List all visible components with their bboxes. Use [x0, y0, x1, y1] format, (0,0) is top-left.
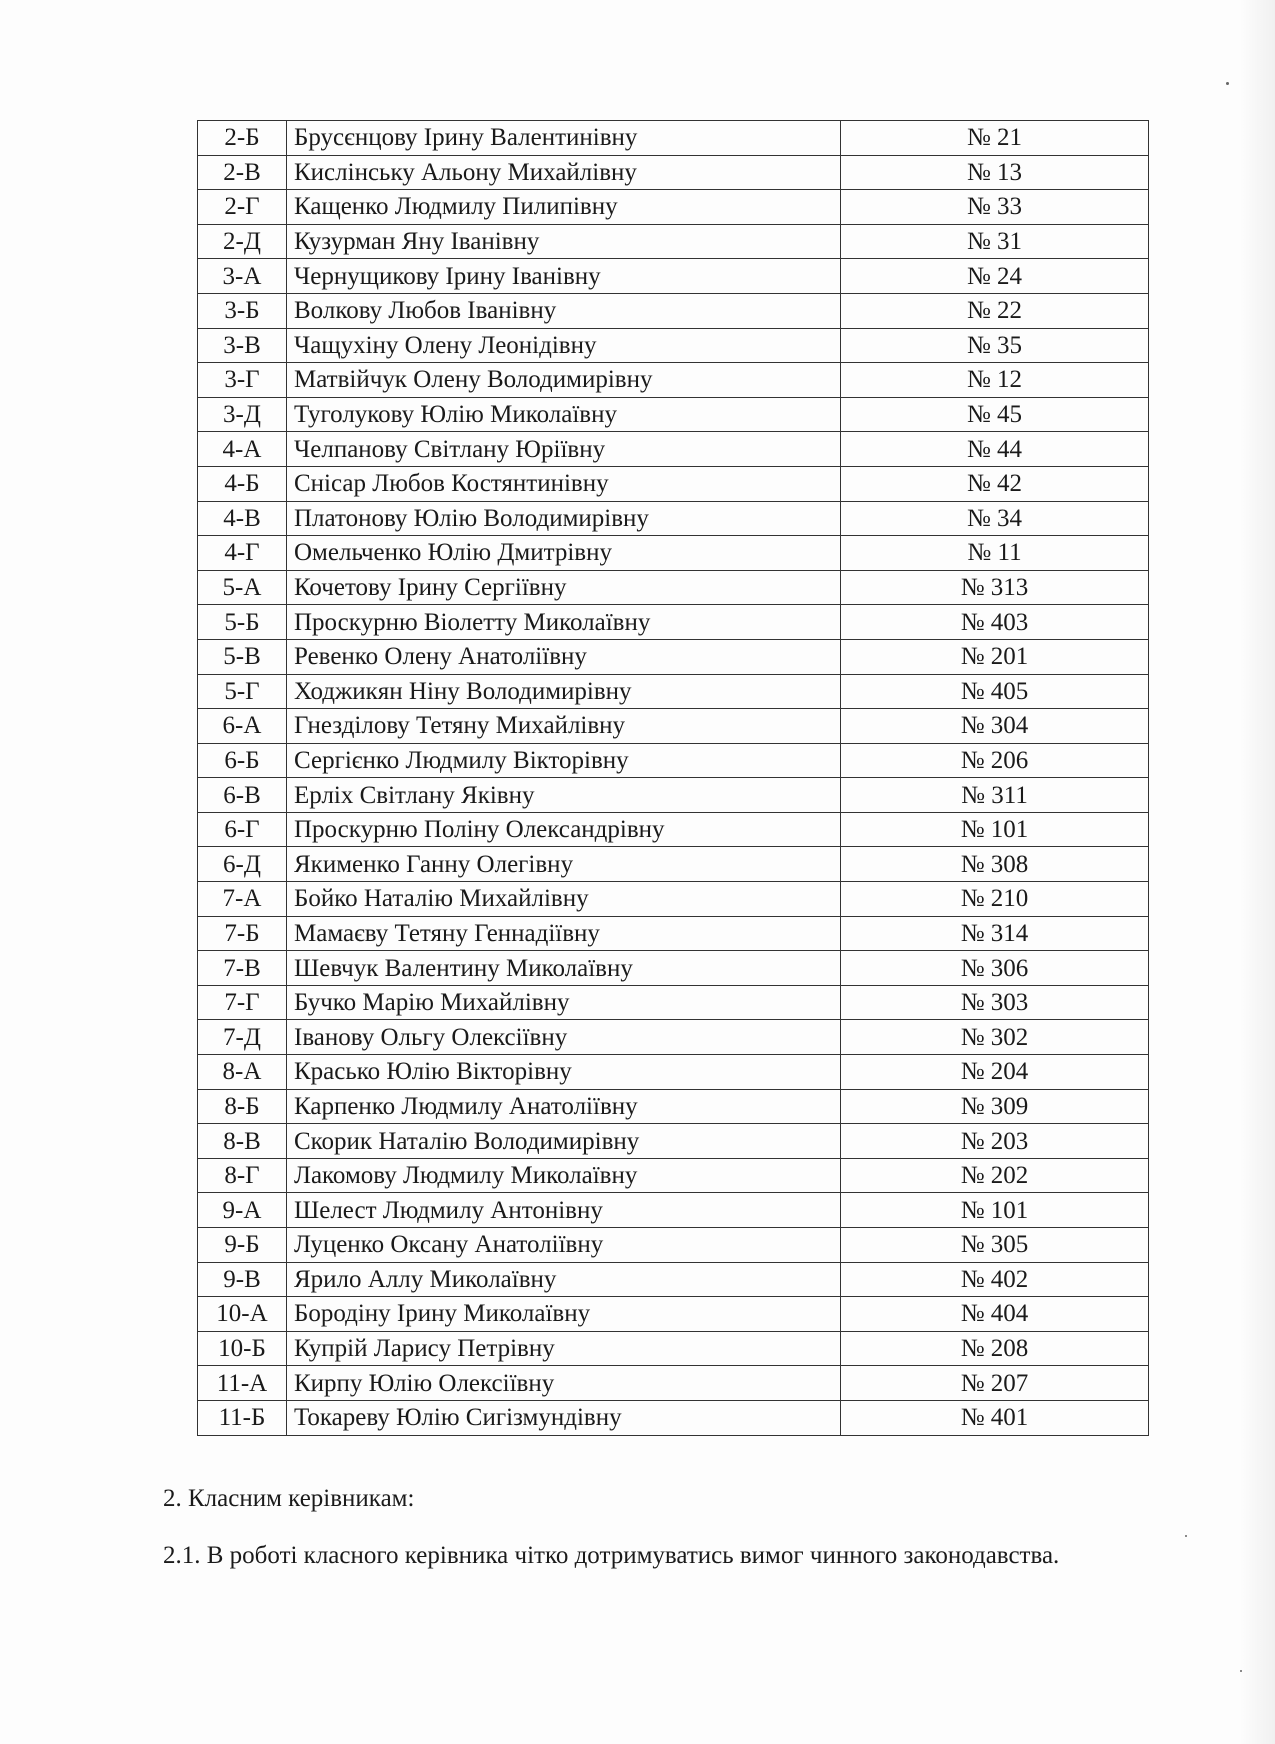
class-cell: 6-А — [198, 709, 287, 744]
teacher-name-cell: Ходжикян Ніну Володимирівну — [287, 674, 841, 709]
table-row — [198, 882, 1149, 917]
class-cell: 4-Б — [198, 466, 287, 501]
teacher-name-cell: Ерліх Світлану Яківну — [287, 778, 841, 813]
scan-speck — [1226, 82, 1229, 85]
class-cell: 11-А — [198, 1366, 287, 1401]
room-number-cell: № 201 — [841, 639, 1149, 674]
class-cell: 2-Г — [198, 190, 287, 225]
teacher-name-cell: Проскурню Віолетту Миколаївну — [287, 605, 841, 640]
teacher-name-cell: Платонову Юлію Володимирівну — [287, 501, 841, 536]
room-number-cell: № 11 — [841, 536, 1149, 571]
table-row — [198, 432, 1149, 467]
room-number-cell: № 308 — [841, 847, 1149, 882]
class-cell: 7-Г — [198, 985, 287, 1020]
table-row — [198, 1400, 1149, 1435]
class-cell: 10-Б — [198, 1331, 287, 1366]
teacher-name-cell: Волкову Любов Іванівну — [287, 293, 841, 328]
class-cell: 6-Б — [198, 743, 287, 778]
class-cell: 2-Б — [198, 121, 287, 156]
room-number-cell: № 31 — [841, 224, 1149, 259]
room-number-cell: № 311 — [841, 778, 1149, 813]
table-row — [198, 1055, 1149, 1090]
teacher-name-cell: Іванову Ольгу Олексіївну — [287, 1020, 841, 1055]
teacher-name-cell: Якименко Ганну Олегівну — [287, 847, 841, 882]
room-number-cell: № 21 — [841, 121, 1149, 156]
teacher-name-cell: Омельченко Юлію Дмитрівну — [287, 536, 841, 571]
class-cell: 5-В — [198, 639, 287, 674]
table-row — [198, 1297, 1149, 1332]
class-cell: 10-А — [198, 1297, 287, 1332]
class-cell: 2-Д — [198, 224, 287, 259]
table-row — [198, 1124, 1149, 1159]
table-row — [198, 121, 1149, 156]
teacher-name-cell: Карпенко Людмилу Анатоліївну — [287, 1089, 841, 1124]
scan-speck — [1240, 1670, 1242, 1672]
teacher-name-cell: Скорик Наталію Володимирівну — [287, 1124, 841, 1159]
room-number-cell: № 313 — [841, 570, 1149, 605]
table-row — [198, 224, 1149, 259]
room-number-cell: № 309 — [841, 1089, 1149, 1124]
room-number-cell: № 314 — [841, 916, 1149, 951]
room-number-cell: № 208 — [841, 1331, 1149, 1366]
class-cell: 5-А — [198, 570, 287, 605]
table-row — [198, 466, 1149, 501]
table-row — [198, 1020, 1149, 1055]
table-row — [198, 501, 1149, 536]
table-row — [198, 812, 1149, 847]
room-number-cell: № 34 — [841, 501, 1149, 536]
teacher-name-cell: Сергієнко Людмилу Вікторівну — [287, 743, 841, 778]
teacher-name-cell: Токареву Юлію Сигізмундівну — [287, 1400, 841, 1435]
teacher-name-cell: Проскурню Поліну Олександрівну — [287, 812, 841, 847]
room-number-cell: № 210 — [841, 882, 1149, 917]
room-number-cell: № 45 — [841, 397, 1149, 432]
teacher-name-cell: Чернущикову Ірину Іванівну — [287, 259, 841, 294]
room-number-cell: № 203 — [841, 1124, 1149, 1159]
teacher-name-cell: Ревенко Олену Анатоліївну — [287, 639, 841, 674]
table-row — [198, 709, 1149, 744]
room-number-cell: № 206 — [841, 743, 1149, 778]
class-cell: 6-В — [198, 778, 287, 813]
room-number-cell: № 306 — [841, 951, 1149, 986]
teacher-name-cell: Ярило Аллу Миколаївну — [287, 1262, 841, 1297]
class-cell: 7-А — [198, 882, 287, 917]
room-number-cell: № 42 — [841, 466, 1149, 501]
table-row — [198, 1089, 1149, 1124]
class-cell: 7-Б — [198, 916, 287, 951]
room-number-cell: № 405 — [841, 674, 1149, 709]
teacher-name-cell: Купрій Ларису Петрівну — [287, 1331, 841, 1366]
teacher-name-cell: Кузурман Яну Іванівну — [287, 224, 841, 259]
table-row — [198, 1193, 1149, 1228]
teacher-name-cell: Бучко Марію Михайлівну — [287, 985, 841, 1020]
scan-edge-shadow — [1239, 0, 1275, 1744]
teacher-name-cell: Матвійчук Олену Володимирівну — [287, 363, 841, 398]
table-row — [198, 570, 1149, 605]
teacher-name-cell: Гнезділову Тетяну Михайлівну — [287, 709, 841, 744]
room-number-cell: № 302 — [841, 1020, 1149, 1055]
section-2-1-text: 2.1. В роботі класного керівника чітко дотримуватись вимог чинного законодавства. — [163, 1542, 1060, 1569]
class-cell: 9-А — [198, 1193, 287, 1228]
teacher-name-cell: Кочетову Ірину Сергіївну — [287, 570, 841, 605]
class-cell: 4-Г — [198, 536, 287, 571]
table-row — [198, 1331, 1149, 1366]
teacher-name-cell: Шевчук Валентину Миколаївну — [287, 951, 841, 986]
class-cell: 6-Д — [198, 847, 287, 882]
class-cell: 8-Г — [198, 1158, 287, 1193]
table-row — [198, 1228, 1149, 1263]
table-row — [198, 674, 1149, 709]
teacher-name-cell: Туголукову Юлію Миколаївну — [287, 397, 841, 432]
class-cell: 8-Б — [198, 1089, 287, 1124]
room-number-cell: № 403 — [841, 605, 1149, 640]
class-teacher-table-body — [198, 121, 1149, 1436]
room-number-cell: № 12 — [841, 363, 1149, 398]
class-cell: 5-Г — [198, 674, 287, 709]
table-row — [198, 259, 1149, 294]
class-cell: 3-Б — [198, 293, 287, 328]
class-teacher-table — [197, 120, 1149, 1436]
room-number-cell: № 402 — [841, 1262, 1149, 1297]
table-row — [198, 363, 1149, 398]
class-cell: 3-Г — [198, 363, 287, 398]
room-number-cell: № 304 — [841, 709, 1149, 744]
teacher-name-cell: Мамаєву Тетяну Геннадіївну — [287, 916, 841, 951]
table-row — [198, 397, 1149, 432]
scan-speck — [1185, 1535, 1187, 1537]
class-cell: 7-В — [198, 951, 287, 986]
table-row — [198, 328, 1149, 363]
section-2-heading: 2. Класним керівникам: — [163, 1485, 415, 1512]
class-cell: 11-Б — [198, 1400, 287, 1435]
table-row — [198, 1366, 1149, 1401]
teacher-name-cell: Красько Юлію Вікторівну — [287, 1055, 841, 1090]
room-number-cell: № 33 — [841, 190, 1149, 225]
teacher-name-cell: Шелест Людмилу Антонівну — [287, 1193, 841, 1228]
table-row — [198, 190, 1149, 225]
table-row — [198, 605, 1149, 640]
table-row — [198, 293, 1149, 328]
room-number-cell: № 401 — [841, 1400, 1149, 1435]
room-number-cell: № 35 — [841, 328, 1149, 363]
table-row — [198, 1262, 1149, 1297]
table-row — [198, 536, 1149, 571]
class-cell: 4-А — [198, 432, 287, 467]
teacher-name-cell: Лакомову Людмилу Миколаївну — [287, 1158, 841, 1193]
room-number-cell: № 101 — [841, 812, 1149, 847]
class-cell: 7-Д — [198, 1020, 287, 1055]
table-row — [198, 1158, 1149, 1193]
room-number-cell: № 207 — [841, 1366, 1149, 1401]
table-row — [198, 951, 1149, 986]
teacher-name-cell: Бойко Наталію Михайлівну — [287, 882, 841, 917]
teacher-name-cell: Челпанову Світлану Юріївну — [287, 432, 841, 467]
room-number-cell: № 22 — [841, 293, 1149, 328]
table-row — [198, 778, 1149, 813]
teacher-name-cell: Чащухіну Олену Леонідівну — [287, 328, 841, 363]
teacher-name-cell: Бородіну Ірину Миколаївну — [287, 1297, 841, 1332]
class-cell: 5-Б — [198, 605, 287, 640]
teacher-name-cell: Кирпу Юлію Олексіївну — [287, 1366, 841, 1401]
room-number-cell: № 44 — [841, 432, 1149, 467]
room-number-cell: № 24 — [841, 259, 1149, 294]
teacher-name-cell: Кащенко Людмилу Пилипівну — [287, 190, 841, 225]
class-cell: 2-В — [198, 155, 287, 190]
class-cell: 4-В — [198, 501, 287, 536]
class-cell: 3-Д — [198, 397, 287, 432]
table-row — [198, 847, 1149, 882]
table-row — [198, 743, 1149, 778]
class-cell: 3-А — [198, 259, 287, 294]
table-row — [198, 985, 1149, 1020]
table-row — [198, 916, 1149, 951]
room-number-cell: № 13 — [841, 155, 1149, 190]
teacher-name-cell: Снісар Любов Костянтинівну — [287, 466, 841, 501]
class-cell: 6-Г — [198, 812, 287, 847]
class-cell: 3-В — [198, 328, 287, 363]
class-cell: 8-В — [198, 1124, 287, 1159]
room-number-cell: № 303 — [841, 985, 1149, 1020]
class-cell: 9-Б — [198, 1228, 287, 1263]
room-number-cell: № 202 — [841, 1158, 1149, 1193]
table-row — [198, 639, 1149, 674]
teacher-name-cell: Кислінську Альону Михайлівну — [287, 155, 841, 190]
room-number-cell: № 305 — [841, 1228, 1149, 1263]
class-cell: 9-В — [198, 1262, 287, 1297]
teacher-name-cell: Брусєнцову Ірину Валентинівну — [287, 121, 841, 156]
table-row — [198, 155, 1149, 190]
room-number-cell: № 204 — [841, 1055, 1149, 1090]
room-number-cell: № 404 — [841, 1297, 1149, 1332]
room-number-cell: № 101 — [841, 1193, 1149, 1228]
teacher-name-cell: Луценко Оксану Анатоліївну — [287, 1228, 841, 1263]
class-cell: 8-А — [198, 1055, 287, 1090]
